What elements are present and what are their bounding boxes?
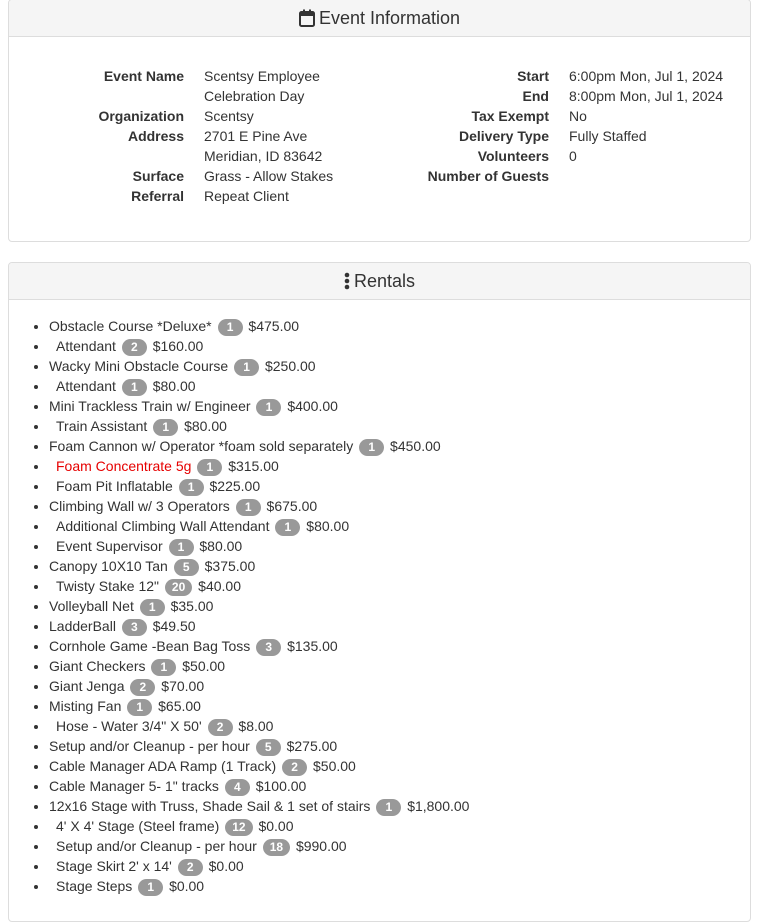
quantity-badge: 1 <box>275 519 300 536</box>
rental-item-name: Event Supervisor <box>56 538 163 554</box>
rental-item-name: Foam Concentrate 5g <box>56 458 192 474</box>
rental-item <box>49 656 750 676</box>
address-value-line1: 2701 E Pine Ave <box>204 128 308 144</box>
rental-item <box>49 476 750 496</box>
rental-item <box>49 516 750 536</box>
rental-item <box>49 336 750 356</box>
rental-item <box>49 796 750 816</box>
rental-item-price: $400.00 <box>287 398 338 414</box>
rental-item-price: $475.00 <box>248 318 300 334</box>
rental-item-price: $990.00 <box>295 838 347 854</box>
quantity-badge: 1 <box>153 419 178 436</box>
rental-item <box>49 536 750 556</box>
rentals-heading <box>9 263 750 300</box>
rental-item-name: Setup and/or Cleanup - per hour <box>56 838 257 854</box>
rental-item-name: Attendant <box>56 338 116 354</box>
address-label: Address <box>127 128 184 144</box>
rental-item-price: $160.00 <box>152 338 204 354</box>
rental-item <box>49 356 750 376</box>
rental-item-price: $35.00 <box>170 598 214 614</box>
quantity-badge: 18 <box>263 839 290 856</box>
rental-item-price: $0.00 <box>208 858 244 874</box>
rental-item-name: Climbing Wall w/ 3 Operators <box>49 498 230 514</box>
quantity-badge: 1 <box>138 879 163 896</box>
quantity-badge: 20 <box>165 579 192 596</box>
rental-item-name: Cable Manager ADA Ramp (1 Track) <box>49 758 277 774</box>
rental-item <box>49 596 750 616</box>
quantity-badge: 1 <box>151 659 176 676</box>
event-name-value-line1: Scentsy Employee <box>204 68 320 84</box>
rental-item-price: $375.00 <box>204 558 256 574</box>
event-name-label: Event Name <box>103 68 184 84</box>
end-value: 8:00pm Mon, Jul 1, 2024 <box>569 88 724 104</box>
rental-item-price: $8.00 <box>238 718 274 734</box>
quantity-badge: 1 <box>179 479 204 496</box>
rental-item-name: Additional Climbing Wall Attendant <box>56 518 270 534</box>
rental-item <box>49 676 750 696</box>
rental-item-price: $315.00 <box>228 458 279 474</box>
event-details <box>9 37 750 237</box>
quantity-badge: 5 <box>174 559 199 576</box>
tax-exempt-value: No <box>569 108 587 124</box>
rental-item-name: 4' X 4' Stage (Steel frame) <box>56 818 220 834</box>
quantity-badge: 2 <box>178 859 203 876</box>
rental-item <box>49 496 750 516</box>
quantity-badge: 1 <box>218 319 243 336</box>
rental-item-name: LadderBall <box>49 618 116 634</box>
rental-item <box>49 456 750 476</box>
rental-item-price: $225.00 <box>209 478 261 494</box>
vertical-ellipsis-icon <box>344 272 350 290</box>
delivery-type-value: Fully Staffed <box>569 128 647 144</box>
quantity-badge: 12 <box>225 819 252 836</box>
start-value: 6:00pm Mon, Jul 1, 2024 <box>569 68 724 84</box>
rental-item-price: $80.00 <box>152 378 196 394</box>
rental-item-price: $450.00 <box>390 438 441 454</box>
address-value-line2: Meridian, ID 83642 <box>204 148 323 164</box>
rental-item-price: $70.00 <box>161 678 205 694</box>
rental-item-price: $65.00 <box>158 698 201 714</box>
quantity-badge: 1 <box>376 799 401 816</box>
tax-exempt-label: Tax Exempt <box>471 108 549 124</box>
rental-item-price: $100.00 <box>255 778 307 794</box>
rental-item-price: $675.00 <box>266 498 318 514</box>
quantity-badge: 1 <box>197 459 222 476</box>
volunteers-label: Volunteers <box>477 148 549 164</box>
rental-item-price: $250.00 <box>264 358 316 374</box>
rental-item <box>49 576 750 596</box>
rental-item <box>49 716 750 736</box>
rentals-list <box>9 300 750 896</box>
rentals-panel <box>8 262 751 922</box>
organization-label: Organization <box>98 108 184 124</box>
rental-item-name: Attendant <box>56 378 116 394</box>
quantity-badge: 1 <box>236 499 261 516</box>
rental-item-name: Setup and/or Cleanup - per hour <box>49 738 250 754</box>
quantity-badge: 1 <box>127 699 152 716</box>
rental-item <box>49 316 750 336</box>
rental-item-price: $0.00 <box>169 878 205 894</box>
rental-item <box>49 756 750 776</box>
rental-item-price: $80.00 <box>199 538 243 554</box>
quantity-badge: 2 <box>282 759 307 776</box>
quantity-badge: 1 <box>169 539 194 556</box>
quantity-badge: 1 <box>359 439 384 456</box>
quantity-badge: 1 <box>256 399 281 416</box>
rental-item-name: Cornhole Game -Bean Bag Toss <box>49 638 251 654</box>
rental-item-name: Obstacle Course *Deluxe* <box>49 318 212 334</box>
rental-item <box>49 636 750 656</box>
volunteers-value: 0 <box>569 148 577 164</box>
quantity-badge: 2 <box>122 339 147 356</box>
rental-item <box>49 836 750 856</box>
end-label: End <box>522 88 549 104</box>
quantity-badge: 2 <box>208 719 233 736</box>
rental-item <box>49 616 750 636</box>
rental-item-price: $135.00 <box>287 638 338 654</box>
rental-item <box>49 436 750 456</box>
number-of-guests-label: Number of Guests <box>427 168 549 184</box>
quantity-badge: 3 <box>122 619 147 636</box>
quantity-badge: 1 <box>234 359 259 376</box>
rental-item-name: Twisty Stake 12" <box>56 578 160 594</box>
rental-item-name: Mini Trackless Train w/ Engineer <box>49 398 251 414</box>
rental-item-name: Giant Jenga <box>49 678 125 694</box>
rentals-title: Rentals <box>353 270 416 291</box>
rental-item-price: $50.00 <box>313 758 356 774</box>
rental-item-name: Foam Pit Inflatable <box>56 478 173 494</box>
event-name-value-line2: Celebration Day <box>204 88 305 104</box>
quantity-badge: 1 <box>122 379 147 396</box>
rental-item-price: $80.00 <box>306 518 350 534</box>
quantity-badge: 5 <box>256 739 281 756</box>
rental-item-price: $40.00 <box>198 578 241 594</box>
rental-item <box>49 816 750 836</box>
rental-item-name: Cable Manager 5- 1" tracks <box>49 778 219 794</box>
rental-item-price: $80.00 <box>184 418 227 434</box>
rental-item-price: $1,800.00 <box>407 798 470 814</box>
surface-value: Grass - Allow Stakes <box>204 168 334 184</box>
organization-value: Scentsy <box>204 108 254 124</box>
rental-item-name: Stage Steps <box>56 878 133 894</box>
referral-label: Referral <box>131 188 184 204</box>
event-information-heading <box>9 0 750 37</box>
rental-item <box>49 556 750 576</box>
rental-item <box>49 876 750 896</box>
rental-item-price: $49.50 <box>152 618 196 634</box>
rental-item-name: Hose - Water 3/4" X 50' <box>56 718 202 734</box>
rental-item-name: Volleyball Net <box>49 598 134 614</box>
quantity-badge: 2 <box>130 679 155 696</box>
event-information-panel <box>8 0 751 242</box>
rental-item-name: 12x16 Stage with Truss, Shade Sail & 1 set of stairs <box>49 798 371 814</box>
rental-item-price: $0.00 <box>258 818 294 834</box>
rental-item-name: Train Assistant <box>56 418 148 434</box>
surface-label: Surface <box>132 168 184 184</box>
rental-item <box>49 776 750 796</box>
rental-item <box>49 856 750 876</box>
event-information-title: Event Information <box>318 7 461 28</box>
rental-item <box>49 736 750 756</box>
start-label: Start <box>517 68 549 84</box>
rental-item-name: Misting Fan <box>49 698 122 714</box>
rental-item-name: Wacky Mini Obstacle Course <box>49 358 229 374</box>
rental-item-name: Giant Checkers <box>49 658 146 674</box>
rental-item-name: Stage Skirt 2' x 14' <box>56 858 172 874</box>
rental-item <box>49 396 750 416</box>
referral-value: Repeat Client <box>204 188 289 204</box>
rental-item-price: $275.00 <box>286 738 338 754</box>
rental-item-name: Canopy 10X10 Tan <box>49 558 168 574</box>
delivery-type-label: Delivery Type <box>458 128 549 144</box>
quantity-badge: 1 <box>140 599 165 616</box>
rental-item-name: Foam Cannon w/ Operator *foam sold separately <box>49 438 354 454</box>
rental-item-price: $50.00 <box>182 658 226 674</box>
rental-item <box>49 376 750 396</box>
calendar-icon <box>299 9 315 27</box>
quantity-badge: 3 <box>256 639 281 656</box>
quantity-badge: 4 <box>225 779 250 796</box>
rental-item <box>49 696 750 716</box>
rental-item <box>49 416 750 436</box>
